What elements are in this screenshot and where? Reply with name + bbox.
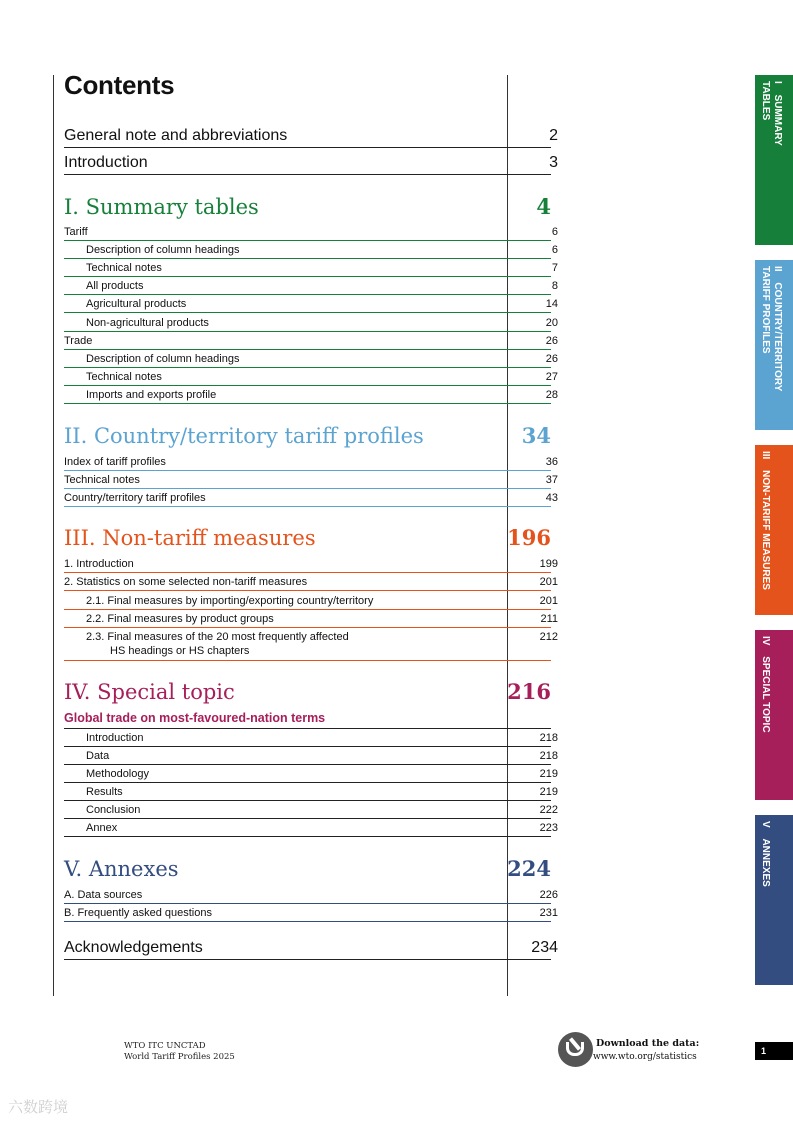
toc-entry[interactable]: Index of tariff profiles 36 (64, 453, 551, 471)
download-icon (558, 1032, 593, 1067)
page-number: 1 (755, 1042, 793, 1060)
toc-entry-introduction[interactable]: Introduction 3 (64, 153, 551, 175)
side-tab-annexes[interactable]: V ANNEXES (755, 815, 793, 985)
toc-entry[interactable]: 2.3. Final measures of the 20 most frequently affected HS headings or HS chapters 212 (64, 629, 551, 661)
toc-entry[interactable]: Results 219 (64, 783, 551, 801)
section-heading-non-tariff-measures[interactable]: III. Non-tariff measures 196 (64, 525, 551, 550)
side-tab-summary-tables[interactable]: I SUMMARY TABLES (755, 75, 793, 245)
toc-entry[interactable]: 2. Statistics on some selected non-tariff measures 201 (64, 573, 551, 591)
toc-entry[interactable]: All products 8 (64, 277, 551, 295)
section-heading-special-topic[interactable]: IV. Special topic 216 (64, 679, 551, 704)
toc-entry[interactable]: 2.2. Final measures by product groups 211 (64, 610, 551, 628)
download-data-link[interactable]: Download the data: www.wto.org/statistics (558, 1031, 698, 1069)
toc-entry[interactable]: Technical notes 27 (64, 368, 551, 386)
toc-entry[interactable]: Conclusion 222 (64, 801, 551, 819)
toc-entry[interactable]: Non-agricultural products 20 (64, 314, 551, 332)
side-tab-special-topic[interactable]: IV SPECIAL TOPIC (755, 630, 793, 800)
toc-entry[interactable]: Technical notes 7 (64, 259, 551, 277)
toc-entry[interactable]: Agricultural products 14 (64, 295, 551, 313)
toc-entry[interactable]: Country/territory tariff profiles 43 (64, 489, 551, 507)
toc-entry-acknowledgements[interactable]: Acknowledgements 234 (64, 938, 551, 960)
toc-entry[interactable]: Tariff 6 (64, 223, 551, 241)
toc-entry[interactable]: 1. Introduction 199 (64, 555, 551, 573)
toc-entry[interactable]: B. Frequently asked questions 231 (64, 904, 551, 922)
section-heading-country-profiles[interactable]: II. Country/territory tariff profiles 34 (64, 423, 551, 448)
toc-entry[interactable]: Data 218 (64, 747, 551, 765)
section-heading-annexes[interactable]: V. Annexes 224 (64, 856, 551, 881)
toc-entry[interactable]: 2.1. Final measures by importing/exporting country/territory 201 (64, 592, 551, 610)
footer-publisher: WTO ITC UNCTAD World Tariff Profiles 2025 (124, 1041, 235, 1062)
special-topic-subtitle: Global trade on most-favoured-nation terms (64, 711, 326, 725)
toc-entry[interactable]: Description of column headings 26 (64, 350, 551, 368)
side-tab-non-tariff-measures[interactable]: III NON-TARIFF MEASURES (755, 445, 793, 615)
section-heading-summary-tables[interactable]: I. Summary tables 4 (64, 194, 551, 219)
watermark: 六数跨境 (8, 1099, 69, 1116)
toc-entry-general-note[interactable]: General note and abbreviations 2 (64, 126, 551, 148)
toc-entry[interactable]: Description of column headings 6 (64, 241, 551, 259)
page-title: Contents (64, 70, 175, 100)
toc-entry[interactable]: Methodology 219 (64, 765, 551, 783)
toc-entry[interactable]: Introduction 218 (64, 729, 551, 747)
toc-entry[interactable]: A. Data sources 226 (64, 886, 551, 904)
toc-entry[interactable]: Imports and exports profile 28 (64, 386, 551, 404)
left-rule (53, 75, 54, 996)
toc-entry[interactable]: Technical notes 37 (64, 471, 551, 489)
toc-entry[interactable]: Trade 26 (64, 332, 551, 350)
side-tab-country-profiles[interactable]: II COUNTRY/TERRITORY TARIFF PROFILES (755, 260, 793, 430)
toc-entry[interactable]: Annex 223 (64, 819, 551, 837)
